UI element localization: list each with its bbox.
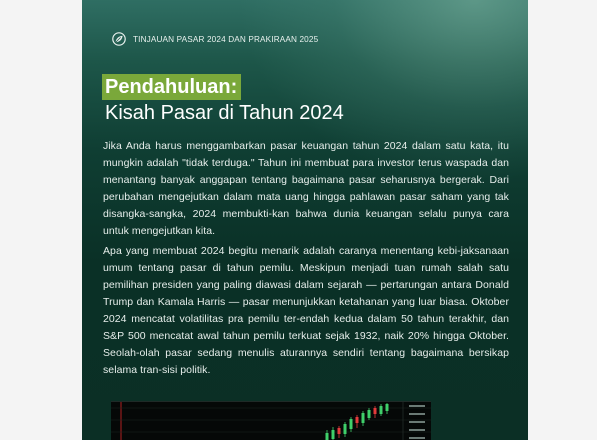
body-paragraph-2: Apa yang membuat 2024 begitu menarik adalah caranya menentang kebi-jaksanaan umum tentang pasar di tahun pemilu. Meskipun menjadi tuan rumah salah satu pemilihan presiden yang paling diawasi dalam sejarah — pertarungan antara Donald Trump dan Kamala Harris — pasar menunjukkan ketahanan yang luar biasa. Oktober 2024 mencatat volatilitas pra pemilu ter-endah kedua dalam 50 tahun terakhir, dan S&P 500 mencatat awal tahun pemilu terkuat sejak 1932, naik 20% hingga Oktober. Seolah-olah pasar sedang menulis aturannya sendiri tentang bagaimana bersikap selama tran-sisi politik. — [103, 245, 509, 376]
candlestick-chart — [111, 402, 431, 440]
title-highlight: Pendahuluan: — [102, 74, 241, 100]
body-paragraph-1: Jika Anda harus menggambarkan pasar keuangan tahun 2024 dalam satu kata, itu mungkin adalah "tidak terduga." Tahun ini membuat para investor terus waspada dan menantang banyak anggapan tentang bagaimana pasar seharusnya bergerak. Dari perubahan mengejutkan dalam mata uang hingga pahlawan pasar saham yang tak disangka-sangka, 2024 membukti-kan bahwa dunia keuangan selalu punya cara untuk mengejutkan kita. — [103, 140, 509, 237]
leaf-circle-icon — [112, 32, 126, 46]
section-label: TINJAUAN PASAR 2024 DAN PRAKIRAAN 2025 — [133, 34, 319, 44]
report-page — [82, 0, 528, 440]
section-header — [112, 31, 318, 47]
title-subtitle: Kisah Pasar di Tahun 2024 — [105, 102, 344, 124]
page-title — [102, 74, 344, 126]
candlestick-chart-image — [111, 401, 431, 440]
